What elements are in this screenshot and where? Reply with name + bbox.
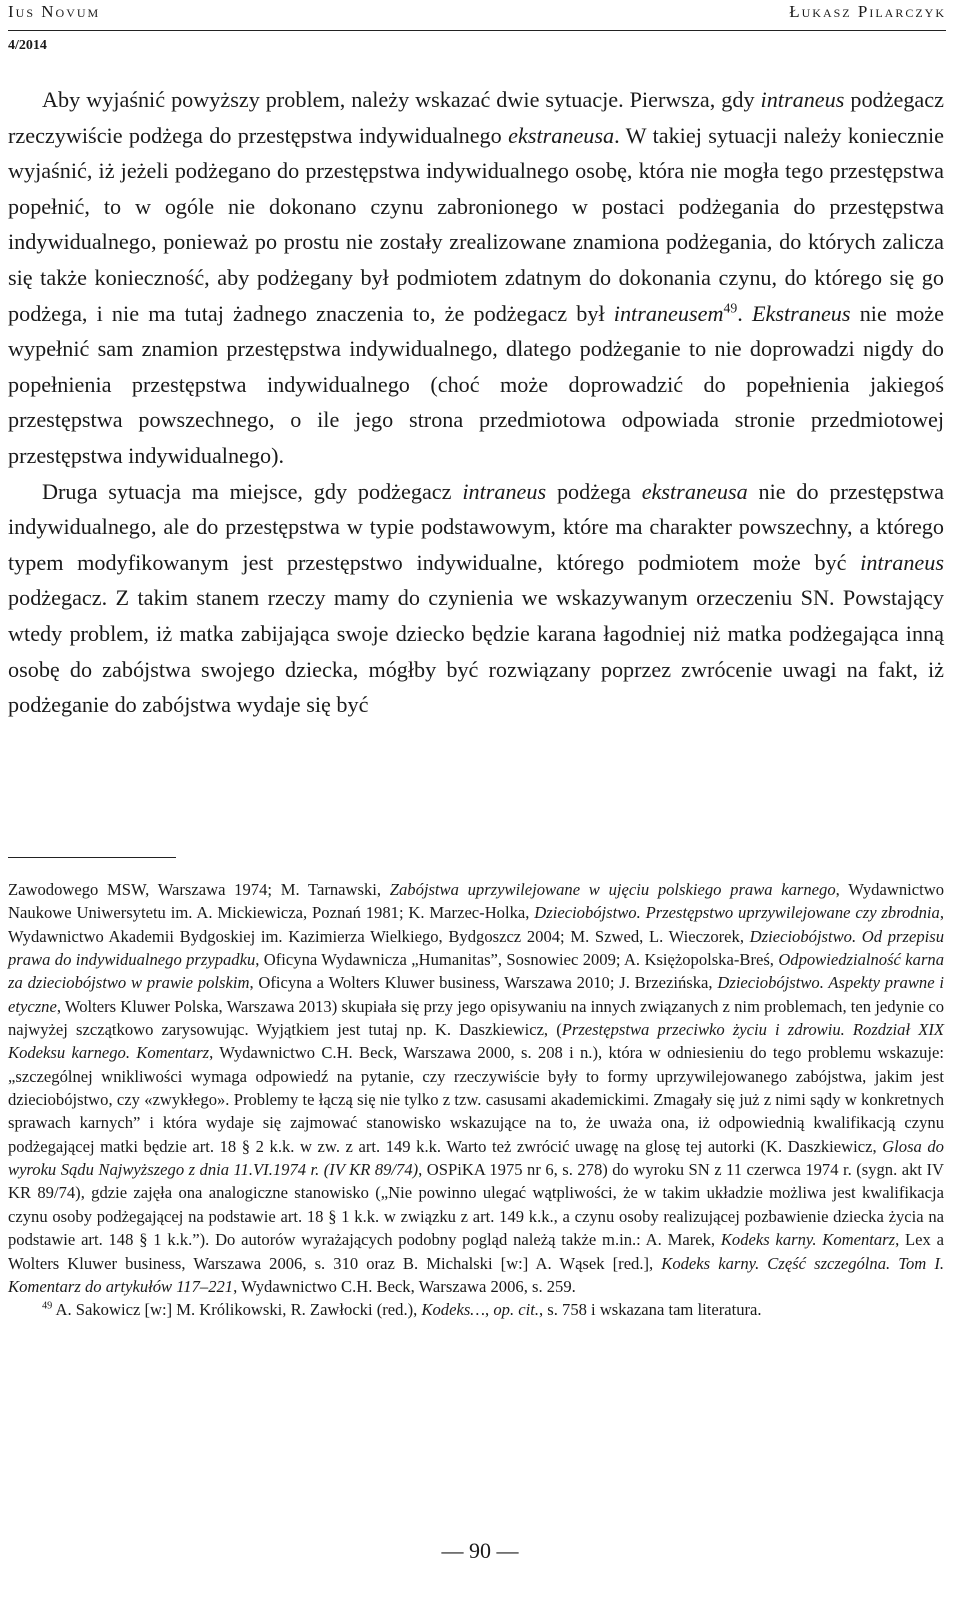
footnotes [8,878,944,1322]
main-text [8,82,944,723]
paragraph-2: Druga sytuacja ma miejsce, gdy podżegacz intraneus podżega ekstraneusa nie do przestępstwa indywidualnego, ale do przestępstwa w typie podstawowym, które ma charakter powszechny, a którego typem modyfikowanym jest przestępstwo indywidualne, którego podmiotem może być intraneus podżegacz. Z takim stanem rzeczy mamy do czynienia we wskazywanym orzeczeniu SN. Powstający wtedy problem, iż matka zabijająca swoje dziecko będzie karana łagodniej niż matka podżegająca inną osobę do zabójstwa swojego dziecka, mógłby być rozwiązany poprzez zwrócenie uwagi na fakt, iż podżeganie do zabójstwa wydaje się być [8,478,944,718]
footnote-number-49: 49 [42,1300,53,1312]
footnote-49: $^{49}$ A. Sakowicz [w:] M. Królikowski, R. Zawłocki (red.), Kodeks…, op. cit., s. 758 i wskazana tam literatura. [42,1300,762,1320]
footnote-separator [8,857,176,858]
page-number: — 90 — [441,1538,519,1563]
issue-number: 4/2014 [8,38,47,53]
article-author: Łukasz Pilarczyk [789,2,946,21]
footnote-48-continued: Zawodowego MSW, Warszawa 1974; M. Tarnawski, Zabójstwa uprzywilejowane w ujęciu polskiego prawa karnego, Wydawnictwo Naukowe Uniwersytetu im. A. Mickiewicza, Poznań 1981; K. Marzec-Holka, Dzieciobójstwo. Przestępstwo uprzywilejowane czy zbrodnia, Wydawnictwo Akademii Bydgoskiej im. Kazimierza Wielkiego, Bydgoszcz 2004; M. Szwed, L. Wieczorek, Dzieciobójstwo. Od przepisu prawa do indywidualnego przypadku, Oficyna Wydawnicza „Humanitas”, Sosnowiec 2009; A. Księżopolska-Breś, Odpowiedzialność karna za dzieciobójstwo w prawie polskim, Oficyna a Wolters Kluwer business, Warszawa 2010; J. Brzezińska, Dzieciobójstwo. Aspekty prawne i etyczne, Wolters Kluwer Polska, Warszawa 2013) skupiała się przy jego opisywaniu na innych związanych z nim problemach, ten jedynie co najwyżej szczątkowo zarysowując. Wyjątkiem jest tutaj np. K. Daszkiewicz, (Przestępstwa przeciwko życiu i zdrowiu. Rozdział XIX Kodeksu karnego. Komentarz, Wydawnictwo C.H. Beck, Warszawa 2000, s. 208 i n.), która w odniesieniu do tego problemu wskazuje: „szczególnej wnikliwości wymaga odpowiedź na pytanie, czy rzeczywiście były to formy uprzywilejowanego zabójstwa, jakim jest dzieciobójstwo, czy «zwykłego». Problemy te łączą się nie tylko z tzw. casusami akademickimi. Zmagały się już z nimi sądy w konkretnych sprawach karnych” i która wydaje się zajmować stanowisko wskazujące na to, że uważa ona, iż odpowiednią kwalifikacją czynu podżegającej matki będzie art. 18 § 2 k.k. w zw. z art. 149 k.k. Warto też zwrócić uwagę na glosę tej autorki (K. Daszkiewicz, Glosa do wyroku Sądu Najwyższego z dnia 11.VI.1974 r. (IV KR 89/74), OSPiKA 1975 nr 6, s. 278) do wyroku SN z 11 czerwca 1974 r. (sygn. akt IV KR 89/74), gdzie zajęła ona analogiczne stanowisko („Nie powinno ulegać wątpliwości, że w takim układzie możliwa jest kwalifikacja czynu osoby podżegającej na podstawie art. 18 § 1 k.k. w związku z art. 149 k.k., a czynu osoby realizującej pozbawienie dziecka życia na podstawie art. 148 § 1 k.k.”). Do autorów wyrażających podobny pogląd należą także m.in.: A. Marek, Kodeks karny. Komentarz, Lex a Wolters Kluwer business, Warszawa 2006, s. 310 oraz B. Michalski [w:] A. Wąsek [red.], Kodeks karny. Część szczególna. Tom I. Komentarz do artykułów 117–221, Wydawnictwo C.H. Beck, Warszawa 2006, s. 259. [8,880,945,1296]
journal-title: Ius Novum [8,2,101,21]
running-header [8,0,946,31]
paragraph-1: Aby wyjaśnić powyższy problem, należy wskazać dwie sytuacje. Pierwsza, gdy intraneus podżegacz rzeczywiście podżega do przestępstwa indywidualnego ekstraneusa. W takiej sytuacji należy koniecznie wyjaśnić, iż jeżeli podżegano do przestępstwa indywidualnego osobę, która nie mogła tego przestępstwa popełnić, to w ogóle nie dokonano czynu zabronionego w postaci podżegania do przestępstwa indywidualnego, ponieważ po prostu nie zostały zrealizowane znamiona podżegania, do których zalicza się także konieczność, aby podżegany był podmiotem zdatnym do dokonania czynu, do którego się go podżega, i nie ma tutaj żadnego znaczenia to, że podżegacz był intraneusem$^{49}$. Ekstraneus nie może wypełnić sam znamion przestępstwa indywidualnego, dlatego podżeganie to nie doprowadzi nigdy do popełnienia przestępstwa indywidualnego (choć może doprowadzić do popełnienia jakiegoś przestępstwa powszechnego, o ile jego strona przedmiotowa odpowiada stronie przedmiotowej przestępstwa indywidualnego). [8,87,945,468]
footnote-ref-49: 49 [723,300,738,316]
